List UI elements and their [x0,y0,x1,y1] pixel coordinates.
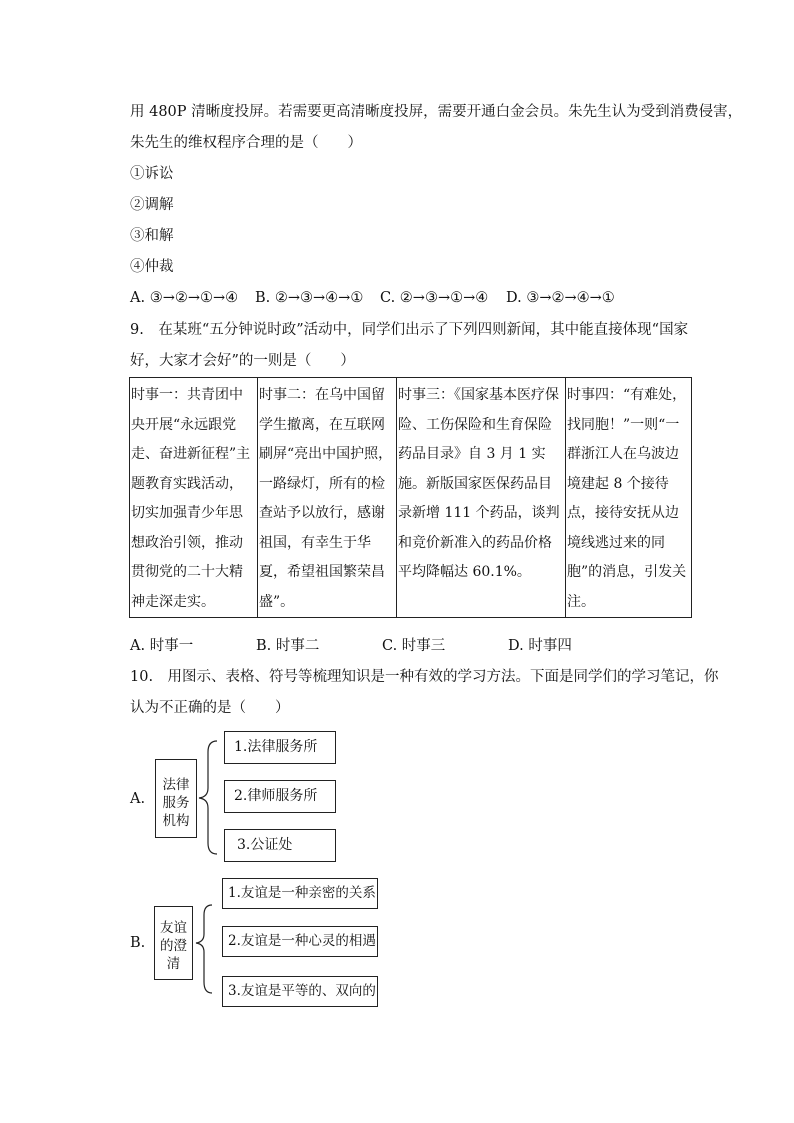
diagram-a-root-line: 法律 [162,777,190,793]
q10-stem-line1: 10. 用图示、表格、符号等梳理知识是一种有效的学习方法。下面是同学们的学习笔记，你 [130,669,719,685]
q8-item-4: ④仲裁 [130,259,174,275]
diagram-a-item-2: 2.律师服务所 [224,780,336,813]
diagram-b-item-2: 2.友谊是一种心灵的相遇 [222,926,378,957]
diagram-b-root-line: 友谊 [160,920,187,936]
q9-option-c[interactable]: C. 时事三 [382,638,446,654]
q8-option-b[interactable]: B. ②→③→④→① [255,290,364,306]
q9-stem-line2: 好，大家才会好”的一则是（ ） [130,353,355,369]
diagram-a-root-line: 服务 [162,795,190,811]
news-cell-3: 时事三：《国家基本医疗保险、工伤保险和生育保险药品目录》自 3 月 1 实施。新版国家医保药品目录新增 111 个药品，谈判和竞价新准入的药品价格平均降幅达 60.1%。 [397,378,566,618]
q10-stem-line2: 认为不正确的是（ ） [130,700,290,716]
q8-stem-line1: 用 480P 清晰度投屏。若需要更高清晰度投屏，需要开通白金会员。朱先生认为受到消费侵害， [130,104,743,120]
q8-option-d[interactable]: D. ③→②→④→① [506,290,615,306]
diagram-b-root-line: 清 [166,956,181,972]
q9-option-d[interactable]: D. 时事四 [508,638,572,654]
news-cell-4: 时事四：“有难处，找同胞！”一则“一群浙江人在乌波边境建起 8 个接待点，接待安抚从边境线逃过来的同胞”的消息，引发关注。 [566,378,692,618]
q10-option-a-label[interactable]: A. [130,791,146,807]
diagram-b-item-3: 3.友谊是平等的、双向的 [222,976,378,1007]
diagram-b-item-1: 1.友谊是一种亲密的关系 [222,878,378,909]
q9-option-a[interactable]: A. 时事一 [130,638,194,654]
news-cell-2: 时事二：在乌中国留学生撤离，在互联网刷屏“亮出中国护照，一路绿灯，所有的检查站予以放行，感谢祖国，有幸生于华夏，希望祖国繁荣昌盛”。 [258,378,397,618]
q8-option-a[interactable]: A. ③→②→①→④ [130,290,239,306]
q8-item-3: ③和解 [130,228,174,244]
diagram-a-item-1: 1.法律服务所 [224,731,336,764]
diagram-a-root-line: 机构 [162,813,190,829]
diagram-a-item-3: 3.公证处 [224,829,336,862]
diagram-b-root [154,906,193,980]
news-cell-1: 时事一：共青团中央开展“永远跟党走、奋进新征程”主题教育实践活动，切实加强青少年思想政治引领，推动贯彻党的二十大精神走深走实。 [130,378,258,618]
q9-option-b[interactable]: B. 时事二 [256,638,320,654]
q8-option-c[interactable]: C. ②→③→①→④ [380,290,489,306]
q8-item-1: ①诉讼 [130,166,174,182]
diagram-b-root-line: 的澄 [160,938,187,954]
q9-stem-line1: 9. 在某班“五分钟说时政”活动中，同学们出示了下列四则新闻，其中能直接体现“国家 [130,322,689,338]
q8-stem-line2: 朱先生的维权程序合理的是（ ） [130,135,362,151]
q8-item-2: ②调解 [130,197,174,213]
q10-option-b-label[interactable]: B. [130,935,146,951]
